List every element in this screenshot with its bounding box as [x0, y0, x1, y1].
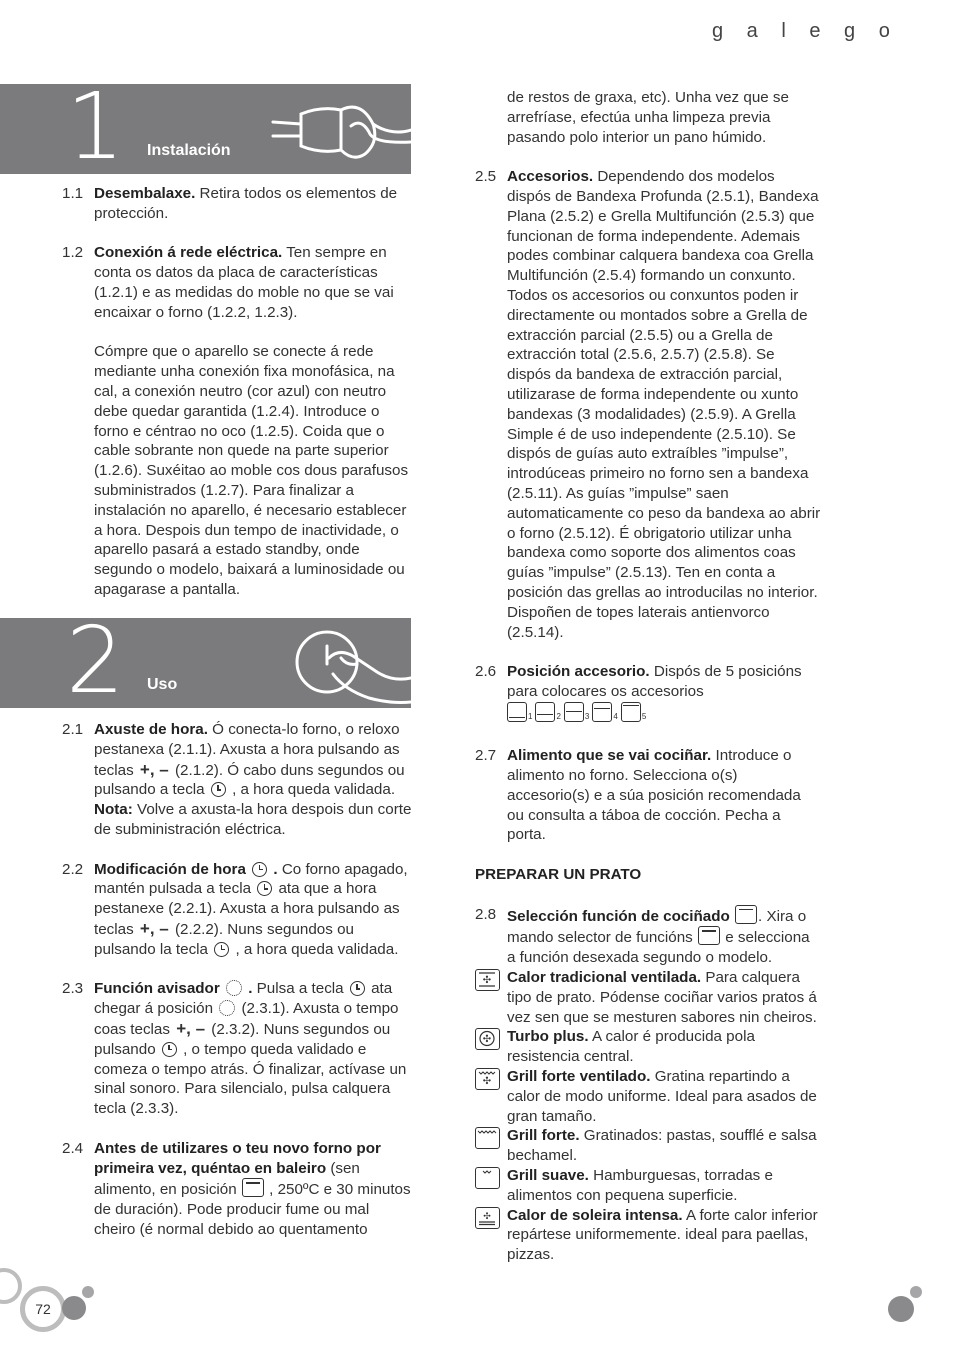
item-text: Co forno apagado, mantén pulsada a tecla — [94, 860, 408, 898]
item-text: (2.2.2). Nuns segundos ou pulsando la tecla — [94, 920, 354, 958]
item-text: , a hora queda validada. — [231, 940, 399, 958]
plus-minus-keys-icon: +, – — [176, 1018, 206, 1038]
plus-minus-keys-icon: +, – — [139, 918, 169, 938]
shelf-position-label: 2 — [556, 711, 561, 721]
item-2-7 — [475, 746, 821, 845]
svg-text:✣: ✣ — [482, 1076, 492, 1088]
item-2-2: 2.2 Modificación de hora . Co forno apagado, mantén pulsada a tecla ata que a hora pestanexe (2.2.1). Axusta a hora pulsando as teclas +, – (2.2.2). Nuns segundos ou pulsando la tecla , a hora queda validada. — [62, 860, 408, 958]
function-turbo-plus — [475, 1027, 821, 1067]
function-fan-conventional — [475, 968, 821, 1027]
shelf-position-4-icon — [592, 702, 612, 722]
function-bottom-heat-intense — [475, 1206, 821, 1265]
function-text: A forte calor inferior repártese uniformemente. ideal para paellas, pizzas. — [507, 1206, 818, 1264]
bottom-heat-icon — [475, 1207, 500, 1229]
item-number: 2.8 — [475, 905, 497, 923]
item-text: Retira todos os elementos de protección. — [94, 185, 398, 222]
item-title: Modificación de hora — [94, 860, 246, 878]
decorative-dot — [62, 1296, 86, 1320]
item-2-6 — [475, 662, 821, 726]
note-label: Nota: — [94, 801, 133, 819]
item-text: Dispós de 5 posicións para colocares os accesorios — [507, 663, 802, 700]
item-text: (2.1.2). Ó cabo duns segundos ou pulsando a tecla — [94, 761, 405, 799]
item-number: 2.3 — [62, 980, 84, 998]
shelf-position-5-icon — [621, 702, 641, 722]
item-text: . Xira o mando selector de funcións — [507, 907, 807, 947]
decorative-dot — [82, 1286, 94, 1298]
item-title: Accesorios. — [507, 168, 594, 186]
svg-text:✣: ✣ — [482, 1034, 492, 1046]
section-installation-body — [62, 184, 414, 620]
item-text: Dependendo dos modelos dispós de Bandexa Profunda (2.5.1), Bandexa Plana (2.5.2) e Grella Multifunción (2.5.3) que funcionan de forma independente. Ademais podes combinar calquera bandexa coa Grella Multifunción (2.5.4) formando un conxunto. Todos os accesorios ou conxuntos poden ir directamente ou montados sobre a Grella de extracción parcial (2.5.5) ou a Grella de extracción total (2.5.6, 2.5.7) (2.5.8). Se dispós da bandexa de extracción parcial, utilizarase de forma independente ou xunto bandexas (3 modalidades) (2.5.9). A Grella Simple é de uso independente (2.5.10). Se dispós de guías auto extraíbles ”impulse”, introdúceas primeiro no forno sen a bandexa (2.5.11). As guías ”impulse” saen automaticamente co peso da bandexa ao abrir o forno (2.5.12). É obrigatorio utilizar unha bandexa como soporte dos alimentos coas guías ”impulse” (2.5.13). Ten en conta a posición das grellas ao introducilas no interior. Dispoñen de topes laterais antienvorco (2.5.14). — [507, 168, 821, 641]
item-number: 2.7 — [475, 747, 497, 765]
function-selector-icon — [698, 926, 720, 945]
item-text: Volve a axusta-la hora despois dun corte de subministración eléctrica. — [94, 801, 412, 838]
plug-icon — [261, 84, 411, 174]
shelf-position-label: 4 — [613, 711, 618, 721]
item-number: 2.5 — [475, 168, 497, 186]
section-title: Uso — [147, 676, 178, 693]
item-text: ata que a hora pestanexe (2.2.1). Axusta a hora pulsando as teclas — [94, 880, 400, 938]
plus-minus-keys-icon: +, – — [139, 759, 169, 779]
item-title: Antes de utilizares o teu novo forno por primeira vez, quéntao en baleiro — [94, 1139, 381, 1177]
item-2-8 — [475, 905, 821, 968]
fan-top-bottom-heat-icon — [475, 969, 500, 991]
function-grill-strong — [475, 1126, 821, 1166]
decorative-dot — [888, 1296, 914, 1322]
item-2-3: 2.3 Función avisador . Pulsa a tecla ata chegar á posición (2.3.1). Axusta o tempo coas teclas +, – (2.3.2). Nuns segundos ou pulsando , o tempo queda validado e comeza o tempo atrás. Ó finalizar, actívase un sinal sonoro. Para silencialo, pulsa calquera tecla (2.3.3). — [62, 980, 407, 1118]
function-title: Turbo plus. — [507, 1028, 589, 1046]
turbo-fan-icon — [475, 1028, 500, 1050]
function-text: Gratinados: pastas, soufflé e salsa bechamel. — [507, 1127, 817, 1165]
fan-grill-icon — [475, 1068, 500, 1090]
item-title: Función avisador — [94, 980, 220, 998]
clock-key-icon — [162, 1042, 177, 1057]
item-text: (2.3.1). Axusta o tempo coas teclas — [94, 1000, 399, 1038]
item-2-1 — [62, 720, 414, 840]
section-number: 2 — [66, 618, 125, 708]
function-grill-soft — [475, 1166, 821, 1206]
section-banner-use — [0, 618, 411, 708]
function-title: Grill forte ventilado. — [507, 1068, 651, 1086]
shelf-position-2-icon — [535, 702, 555, 722]
function-selector-icon — [735, 905, 757, 924]
item-text: (2.3.2). Nuns segundos ou pulsando — [94, 1020, 391, 1058]
item-title: Alimento que se vai cociñar. — [507, 747, 712, 765]
clock-key-icon — [257, 881, 272, 896]
item-title: Selección función de cociñado — [507, 907, 730, 925]
item-text: Ten sempre en conta os datos da placa de características (1.2.1) e as medidas do moble no que se vai encaixar o forno (1.2.2, 1.2.3). — [94, 244, 394, 321]
decorative-circle — [0, 1268, 22, 1304]
item-number: 1.1 — [62, 185, 84, 202]
section-number: 1 — [66, 84, 125, 174]
item-2-4 — [62, 1139, 414, 1240]
item-number: 2.1 — [62, 721, 84, 738]
soft-grill-icon — [475, 1167, 500, 1189]
function-text: Para calquera tipo de prato. Pódense cociñar varios pratos á vez sen que se mesturen sabores nin cheiros. — [507, 969, 817, 1026]
section-use-body-right — [475, 88, 821, 1265]
function-title: Grill suave. — [507, 1167, 589, 1185]
shelf-position-1-icon — [507, 702, 527, 722]
item-text: Ó conecta-lo forno, o reloxo pestanexa (2.1.1). Axusta a hora pulsando as teclas — [94, 721, 400, 779]
function-fan-grill-strong — [475, 1067, 821, 1126]
clock-key-icon — [252, 862, 267, 877]
item-text: , a hora queda validada. — [227, 781, 396, 799]
item-number: 2.4 — [62, 1139, 84, 1157]
language-label: g a l e g o — [712, 20, 899, 42]
shelf-position-label: 3 — [584, 711, 590, 721]
page-number: 72 — [35, 1301, 51, 1317]
item-title: Desembalaxe. — [94, 185, 196, 202]
oven-conventional-icon — [242, 1178, 264, 1197]
function-text: Gratina repartindo a calor de modo uniforme. Ideal para asados de gran tamaño. — [507, 1068, 817, 1125]
heading-prepare-dish: PREPARAR UN PRATO — [475, 866, 642, 884]
item-number: 1.2 — [62, 244, 84, 262]
item-text: (sen alimento, en posición — [94, 1159, 360, 1199]
svg-text:✣: ✣ — [483, 1211, 491, 1222]
item-title: Conexión á rede eléctrica. — [94, 244, 283, 262]
item-number: 2.2 — [62, 860, 84, 878]
function-title: Calor tradicional ventilada. — [507, 969, 702, 987]
shelf-position-3-icon — [564, 702, 584, 722]
clock-key-icon — [214, 942, 229, 957]
item-1-1 — [62, 184, 414, 224]
item-text: ata chegar á posición — [94, 980, 393, 1018]
clock-key-icon — [350, 981, 365, 996]
shelf-position-label: 5 — [641, 711, 647, 721]
decorative-dot — [910, 1286, 922, 1298]
section-title: Instalación — [147, 142, 231, 159]
page-number-badge — [20, 1286, 66, 1332]
function-text: A calor é producida pola resistencia central. — [507, 1028, 755, 1066]
item-2-4-continued: de restos de graxa, etc). Unha vez que se arrefríase, efectúa unha limpeza previa pasando polo interior un pano húmido. — [507, 89, 789, 146]
function-title: Grill forte. — [507, 1127, 580, 1145]
section-use-body-left — [62, 720, 414, 1260]
item-text: Pulsa a tecla — [252, 980, 348, 998]
item-title: Axuste de hora. — [94, 721, 208, 738]
item-1-2 — [62, 243, 414, 599]
item-title: Posición accesorio. — [507, 663, 650, 681]
item-text: , 250ºC e 30 minutos de duración). Pode producir fume ou mal cheiro (é normal debido ao quentamento — [94, 1181, 411, 1238]
function-text: Hamburguesas, torradas e alimentos con pequena superficie. — [507, 1167, 773, 1204]
item-text: e selecciona a función desexada segundo o modelo. — [507, 929, 810, 967]
strong-grill-icon — [475, 1127, 500, 1149]
item-2-5 — [475, 167, 821, 642]
item-paragraph: Cómpre que o aparello se conecte á rede mediante unha conexión fixa monofásica, na cal, a conexión neutro (cor azul) con neutro debe quedar garantida (1.2.4). Introduce o forno e céntrao no oco (1.2.5). Coida que o cable sobrante non quede na parte superior (1.2.6). Suxéitao ao moble cos dous parafusos subministrados (1.2.7). Para finalizar a instalación no aparello, é necesario establecer a hora. Despois dun tempo de inactividade, o aparello pasará a estado standby, onde segundo o modelo, baixará a luminosidade ou apagarase a pantalla. — [94, 343, 409, 598]
item-number: 2.6 — [475, 663, 497, 681]
section-banner-installation — [0, 84, 411, 174]
svg-text:✣: ✣ — [482, 975, 492, 987]
timer-icon — [219, 1000, 235, 1016]
clock-key-icon — [211, 782, 226, 797]
function-title: Calor de soleira intensa. — [507, 1206, 683, 1224]
item-text: Introduce o alimento no forno. Selecciona o(s) accesorio(s) e a súa posición recomendada ou consulta a táboa de cocción. Pecha a porta. — [507, 747, 801, 844]
timer-icon — [226, 980, 242, 996]
touch-control-icon — [281, 618, 411, 708]
shelf-position-label: 1 — [528, 711, 533, 721]
item-text: , o tempo queda validado e comeza o tempo atrás. Ó finalizar, actívase un sinal sonoro. Para silencialo, pulsa calquera tecla (2.3.3). — [94, 1040, 407, 1118]
